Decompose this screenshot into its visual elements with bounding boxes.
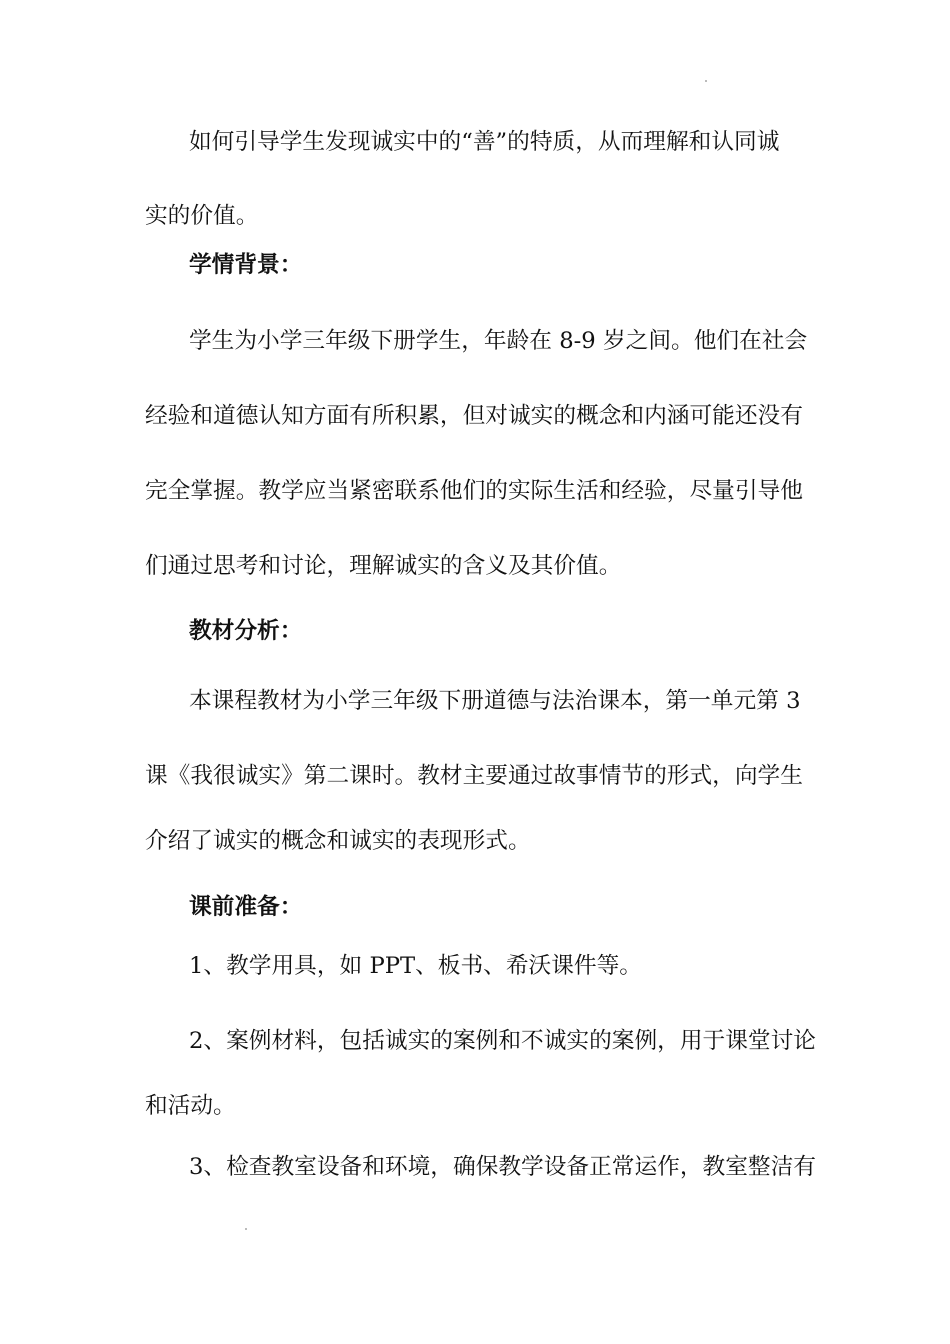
paragraph-line: 如何引导学生发现诚实中的“善”的特质，从而理解和认同诚	[189, 129, 780, 155]
paragraph-line: 学生为小学三年级下册学生，年龄在 8-9 岁之间。他们在社会	[189, 328, 808, 354]
list-item-continuation: 和活动。	[145, 1093, 236, 1119]
list-item: 3、检查教室设备和环境，确保教学设备正常运作，教室整洁有	[189, 1154, 816, 1180]
paragraph-line: 课《我很诚实》第二课时。教材主要通过故事情节的形式，向学生	[145, 763, 803, 789]
paragraph-line: 经验和道德认知方面有所积累，但对诚实的概念和内涵可能还没有	[145, 403, 803, 429]
list-item: 2、案例材料，包括诚实的案例和不诚实的案例，用于课堂讨论	[189, 1028, 816, 1054]
section-heading: 教材分析：	[189, 618, 303, 644]
paragraph-line: 完全掌握。教学应当紧密联系他们的实际生活和经验，尽量引导他	[145, 478, 803, 504]
section-heading: 课前准备：	[189, 894, 303, 920]
paragraph-line: 介绍了诚实的概念和诚实的表现形式。	[145, 828, 531, 854]
page-mark	[705, 80, 707, 82]
section-heading: 学情背景：	[189, 252, 303, 278]
page-mark	[245, 1228, 247, 1230]
paragraph-line: 们通过思考和讨论，理解诚实的含义及其价值。	[145, 553, 622, 579]
paragraph-line: 本课程教材为小学三年级下册道德与法治课本，第一单元第 3	[189, 688, 801, 714]
list-item: 1、教学用具，如 PPT、板书、希沃课件等。	[189, 953, 642, 979]
paragraph-line: 实的价值。	[145, 203, 259, 229]
